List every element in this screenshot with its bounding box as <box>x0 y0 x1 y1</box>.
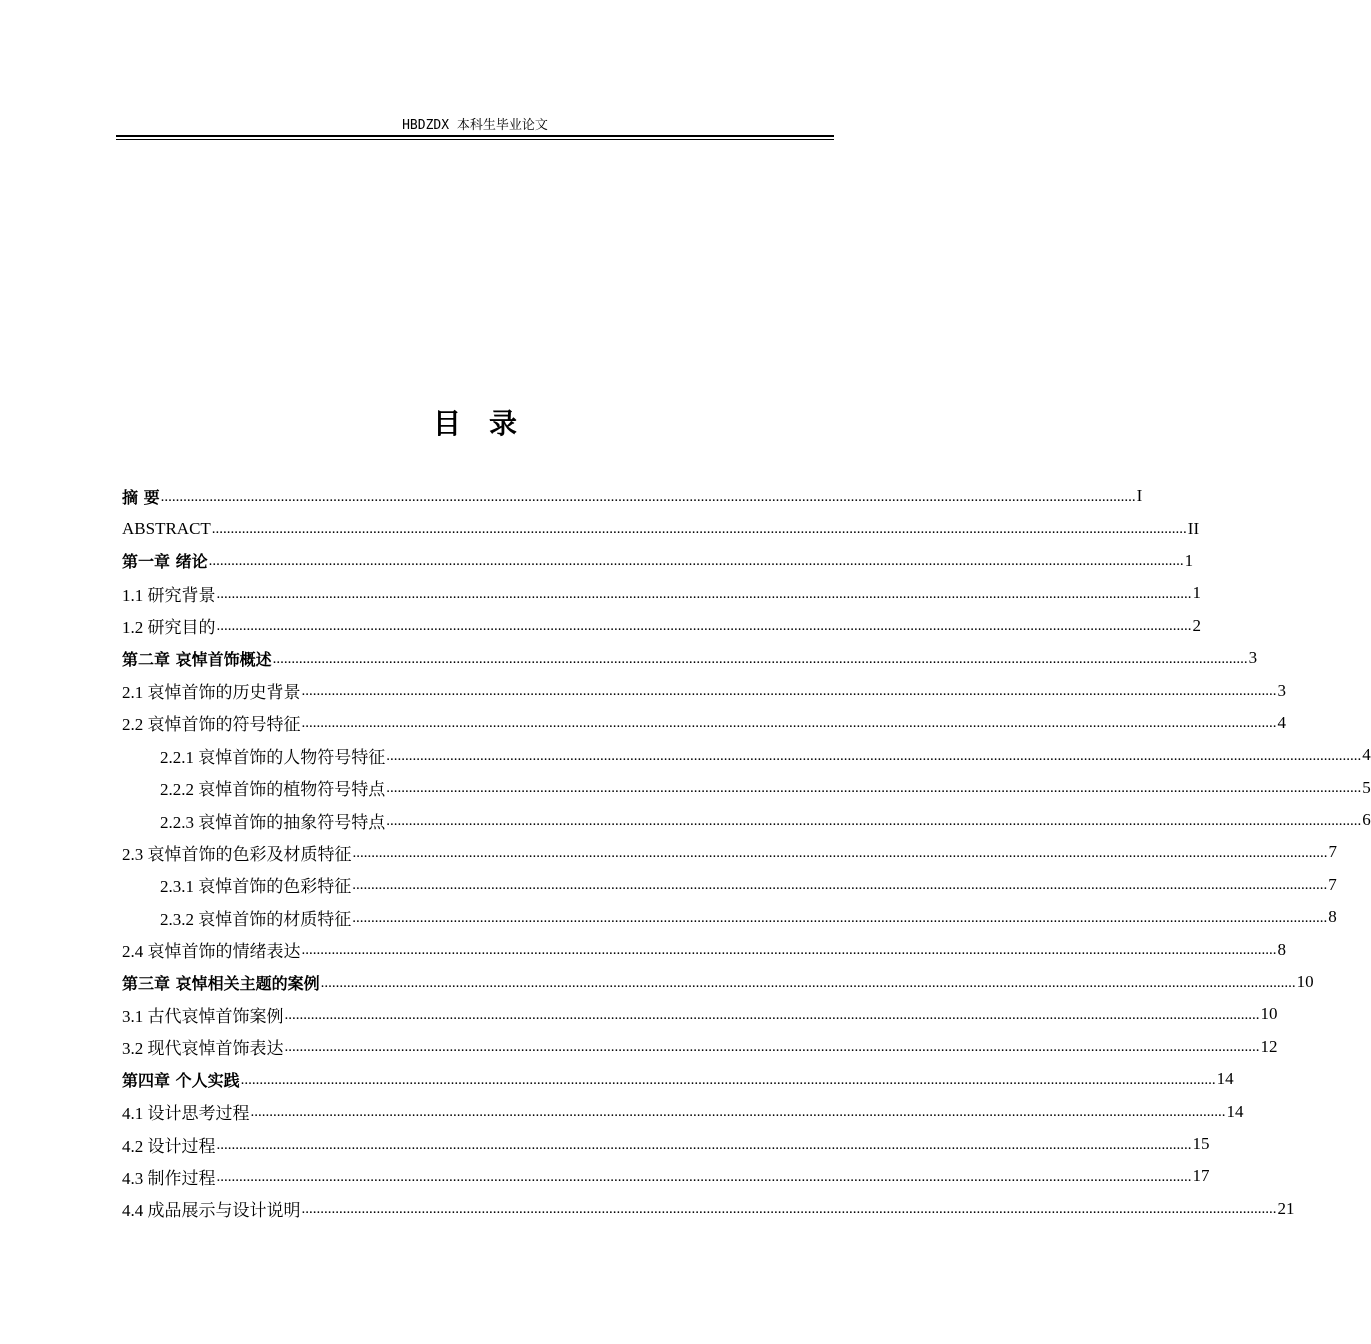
toc-entry[interactable] <box>122 869 1337 901</box>
page-header <box>116 116 834 140</box>
toc-dot-leader: .................................................................................................................................................................................................................................................................... <box>352 844 1328 861</box>
toc-entry[interactable] <box>122 674 1286 706</box>
toc-dot-leader: .................................................................................................................................................................................................................................................................... <box>284 1006 1260 1023</box>
toc-entry-page: 6 <box>1362 810 1371 830</box>
toc-entry-label: ABSTRACT <box>122 518 211 538</box>
toc-entry-page: 4 <box>1277 712 1286 732</box>
toc-dot-leader: .................................................................................................................................................................................................................................................................... <box>386 747 1362 764</box>
toc-entry[interactable] <box>122 512 1200 544</box>
toc-dot-leader: .................................................................................................................................................................................................................................................................... <box>301 715 1277 732</box>
toc-entry[interactable] <box>122 739 1371 771</box>
toc-entry-label: 4.1 设计思考过程 <box>122 1104 250 1124</box>
toc-entry-label: 第一章 绪论 <box>122 552 208 572</box>
toc-entry-page: 7 <box>1328 842 1337 862</box>
toc-entry-page: 14 <box>1216 1069 1234 1089</box>
toc-title: 目录 <box>432 407 545 440</box>
toc-entry-label: 2.4 哀悼首饰的情绪表达 <box>122 942 301 962</box>
toc-dot-leader: .................................................................................................................................................................................................................................................................... <box>386 812 1362 829</box>
toc-entry-page: 7 <box>1328 874 1337 894</box>
toc-entry[interactable] <box>122 1031 1278 1063</box>
toc-entry-page: 8 <box>1277 939 1286 959</box>
toc-dot-leader: .................................................................................................................................................................................................................................................................... <box>211 521 1187 538</box>
toc-entry-label: 2.3.2 哀悼首饰的材质特征 <box>160 909 352 929</box>
toc-dot-leader: .................................................................................................................................................................................................................................................................... <box>386 780 1362 797</box>
toc-dot-leader: .................................................................................................................................................................................................................................................................... <box>240 1071 1216 1088</box>
toc-dot-leader: .................................................................................................................................................................................................................................................................... <box>216 1168 1192 1185</box>
toc-entry[interactable] <box>122 998 1278 1030</box>
toc-entry-label: 2.2.1 哀悼首饰的人物符号特征 <box>160 747 386 767</box>
toc-entry-label: 2.1 哀悼首饰的历史背景 <box>122 683 301 703</box>
header-rule-thin <box>116 139 834 140</box>
toc-dot-leader: .................................................................................................................................................................................................................................................................... <box>301 1201 1277 1218</box>
toc-entry-label: 3.1 古代哀悼首饰案例 <box>122 1006 284 1026</box>
toc-entry-label: 1.1 研究背景 <box>122 585 216 605</box>
toc-entry[interactable] <box>122 804 1371 836</box>
toc-entry-label: 2.2 哀悼首饰的符号特征 <box>122 715 301 735</box>
toc-entry-page: 5 <box>1362 777 1371 797</box>
toc-entry-page: 3 <box>1277 680 1286 700</box>
toc-entry-page: 4 <box>1362 745 1371 765</box>
toc-entry-label: 第三章 哀悼相关主题的案例 <box>122 973 320 993</box>
toc-entry-page: I <box>1136 486 1143 506</box>
toc-entry[interactable] <box>122 1063 1234 1095</box>
toc-entry-page: 10 <box>1296 972 1314 992</box>
toc-entry-label: 2.2.2 哀悼首饰的植物符号特点 <box>160 780 386 800</box>
toc-entry[interactable] <box>122 1193 1295 1225</box>
toc-entry-label: 4.3 制作过程 <box>122 1168 216 1188</box>
toc-dot-leader: .................................................................................................................................................................................................................................................................... <box>216 585 1192 602</box>
toc-entry[interactable] <box>122 480 1143 512</box>
toc-entry[interactable] <box>122 966 1314 998</box>
toc-dot-leader: .................................................................................................................................................................................................................................................................... <box>208 553 1184 570</box>
toc-entry-label: 第二章 哀悼首饰概述 <box>122 649 272 669</box>
toc-dot-leader: .................................................................................................................................................................................................................................................................... <box>352 877 1328 894</box>
toc-entry[interactable] <box>122 642 1258 674</box>
toc-entry-label: 2.2.3 哀悼首饰的抽象符号特点 <box>160 812 386 832</box>
toc-entry[interactable] <box>122 610 1201 642</box>
toc-dot-leader: .................................................................................................................................................................................................................................................................... <box>272 650 1248 667</box>
toc-entry-page: 15 <box>1192 1134 1210 1153</box>
toc-dot-leader: .................................................................................................................................................................................................................................................................... <box>352 909 1328 926</box>
header-rule-thick <box>116 135 834 137</box>
toc-entry[interactable] <box>122 772 1371 804</box>
toc-entry-page: 14 <box>1226 1101 1244 1121</box>
toc-entry-page: 1 <box>1192 583 1201 603</box>
toc-entry[interactable] <box>122 933 1286 965</box>
toc-entry-page: 17 <box>1192 1166 1210 1186</box>
toc-entry-label: 3.2 现代哀悼首饰表达 <box>122 1039 284 1059</box>
toc-entry[interactable] <box>122 1095 1244 1127</box>
toc-entry-page: 2 <box>1192 615 1201 635</box>
toc-entry[interactable] <box>122 1128 1210 1160</box>
toc-dot-leader: .................................................................................................................................................................................................................................................................... <box>250 1104 1226 1121</box>
toc-entry-page: 3 <box>1248 648 1258 668</box>
toc-dot-leader: .................................................................................................................................................................................................................................................................... <box>301 942 1277 959</box>
toc-dot-leader: .................................................................................................................................................................................................................................................................... <box>160 488 1136 505</box>
toc-entry-label: 2.3 哀悼首饰的色彩及材质特征 <box>122 844 352 864</box>
toc-dot-leader: .................................................................................................................................................................................................................................................................... <box>216 1136 1192 1153</box>
table-of-contents <box>122 480 1371 1225</box>
toc-dot-leader: .................................................................................................................................................................................................................................................................... <box>301 683 1277 700</box>
toc-entry[interactable] <box>122 545 1194 577</box>
toc-entry[interactable] <box>122 577 1201 609</box>
toc-entry-page: 10 <box>1260 1004 1278 1024</box>
toc-entry-page: 8 <box>1328 907 1337 927</box>
toc-entry-page: 12 <box>1260 1036 1278 1056</box>
toc-entry-label: 摘 要 <box>122 487 160 507</box>
toc-entry-page: 1 <box>1184 550 1194 570</box>
toc-entry-page: 21 <box>1277 1198 1295 1218</box>
toc-entry-label: 第四章 个人实践 <box>122 1070 240 1090</box>
toc-entry-page: II <box>1187 518 1200 538</box>
toc-entry-label: 2.3.1 哀悼首饰的色彩特征 <box>160 877 352 897</box>
toc-entry-label: 4.4 成品展示与设计说明 <box>122 1201 301 1221</box>
toc-entry-label: 1.2 研究目的 <box>122 618 216 638</box>
toc-dot-leader: .................................................................................................................................................................................................................................................................... <box>216 618 1192 635</box>
toc-entry-label: 4.2 设计过程 <box>122 1136 216 1156</box>
toc-entry[interactable] <box>122 707 1286 739</box>
header-title: HBDZDX 本科生毕业论文 <box>374 117 576 136</box>
toc-entry[interactable] <box>122 901 1337 933</box>
toc-dot-leader: .................................................................................................................................................................................................................................................................... <box>320 974 1296 991</box>
toc-dot-leader: .................................................................................................................................................................................................................................................................... <box>284 1039 1260 1056</box>
toc-entry[interactable] <box>122 1160 1210 1192</box>
toc-entry[interactable] <box>122 836 1337 868</box>
